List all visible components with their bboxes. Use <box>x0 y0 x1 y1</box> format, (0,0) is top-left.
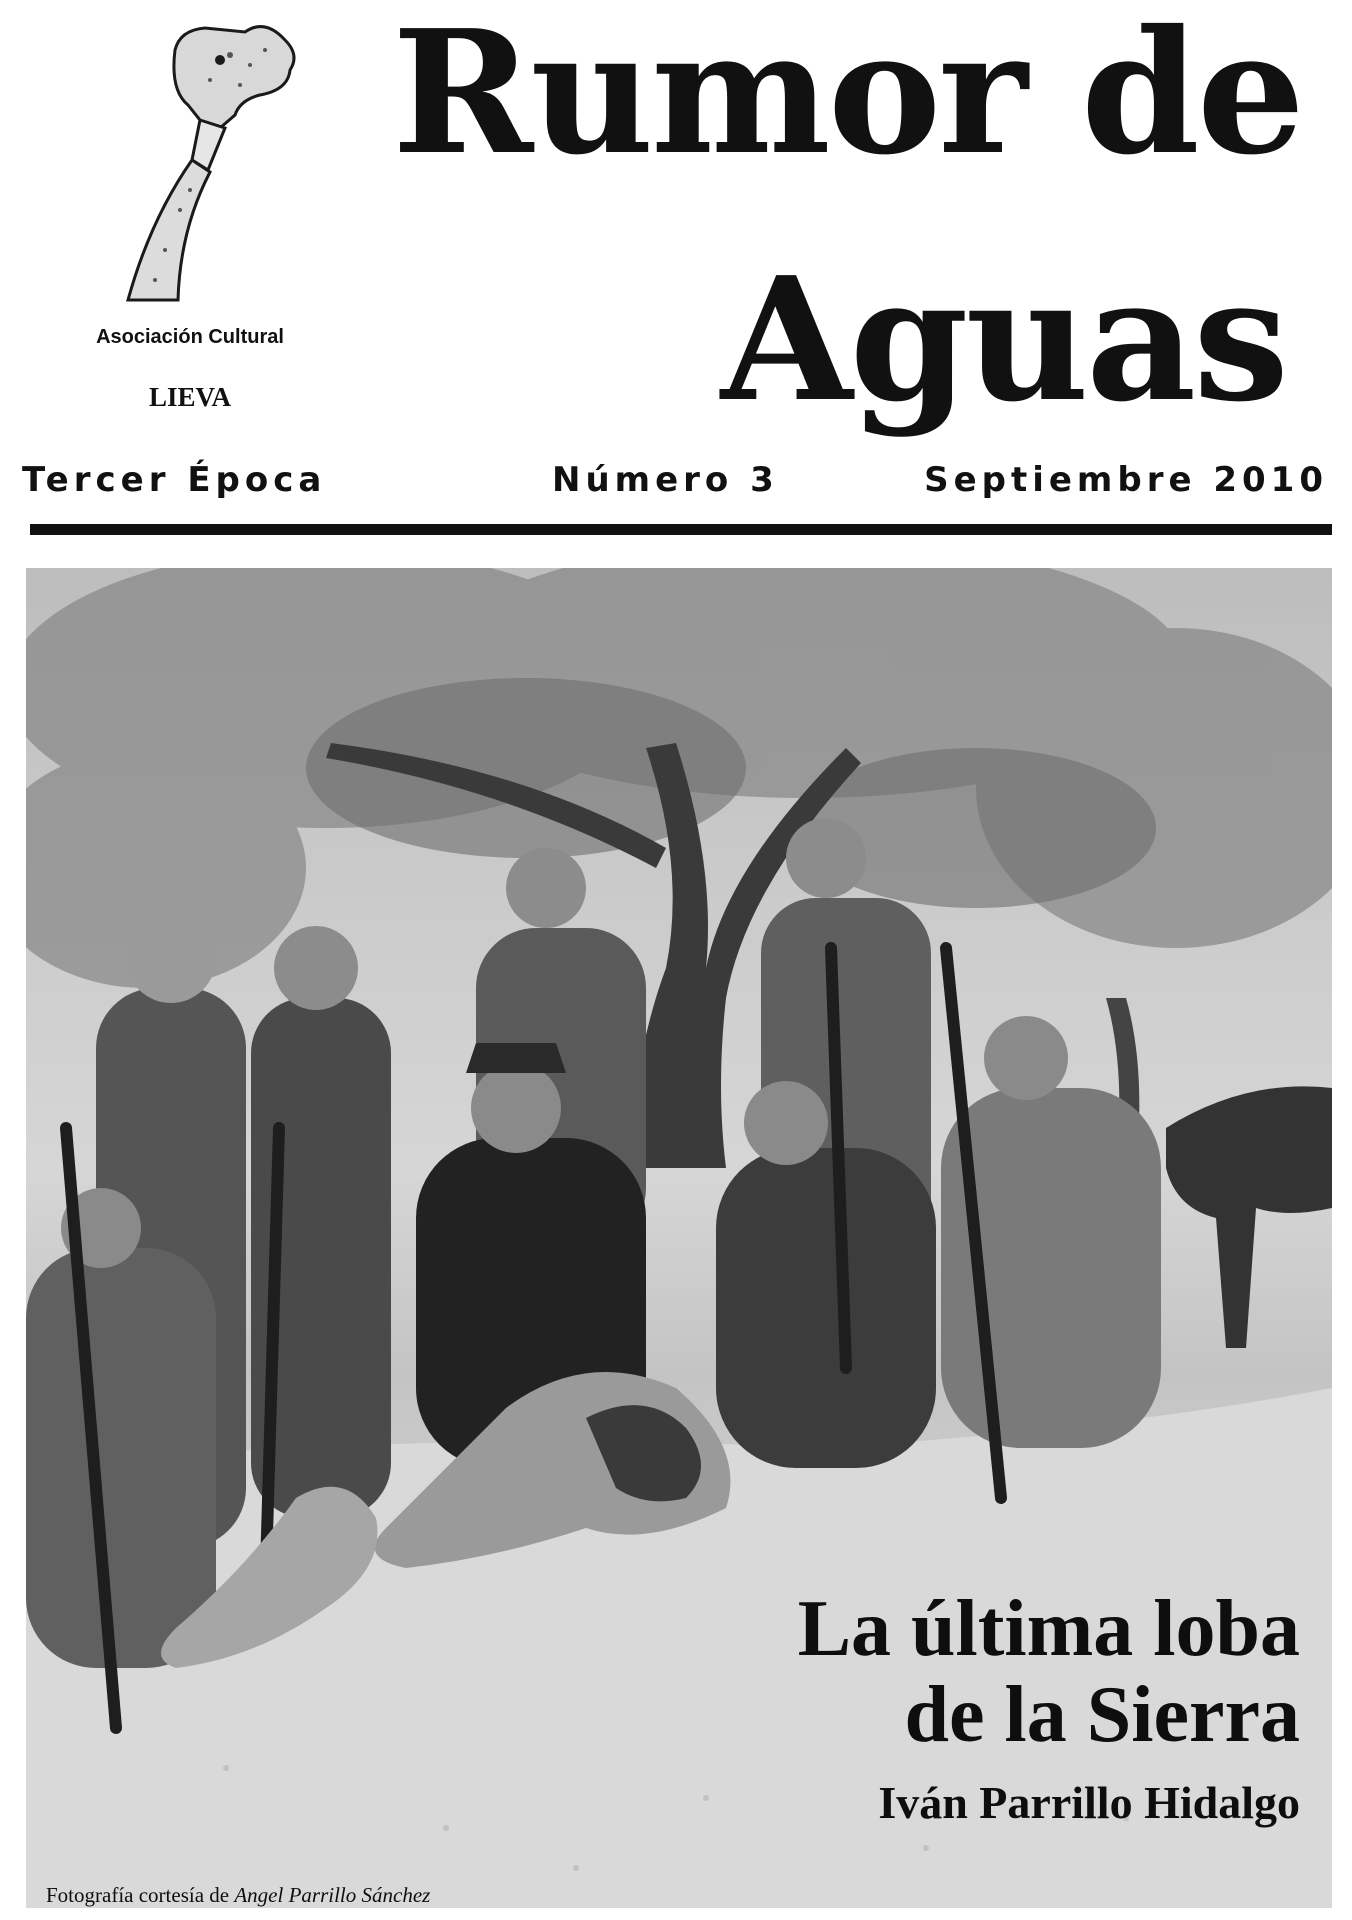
photo-credit <box>46 1883 430 1908</box>
association-label: Asociación Cultural <box>96 326 284 348</box>
cover-author: Iván Parrillo Hidalgo <box>878 1777 1300 1828</box>
cover-photo <box>26 568 1332 1908</box>
issue-number: Número 3 <box>552 460 779 500</box>
issue-era: Tercer Época <box>22 460 327 500</box>
cover-headline-line2: de la Sierra <box>904 1671 1300 1760</box>
issue-date: Septiembre 2010 <box>924 460 1328 500</box>
masthead-title-line1: Rumor de <box>392 0 1302 193</box>
association-name: LIEVA <box>148 382 232 412</box>
photo-credit-prefix: Fotografía cortesía de <box>46 1883 235 1907</box>
walking-stick-handle-icon <box>60 10 320 310</box>
association-logo <box>60 10 320 310</box>
cover-headline-line1: La última loba <box>797 1585 1300 1673</box>
masthead-rule <box>30 524 1332 535</box>
photo-credit-name: Angel Parrillo Sánchez <box>234 1883 431 1907</box>
masthead-title-line2: Aguas <box>720 240 1286 440</box>
cover-headline <box>798 1586 1300 1759</box>
